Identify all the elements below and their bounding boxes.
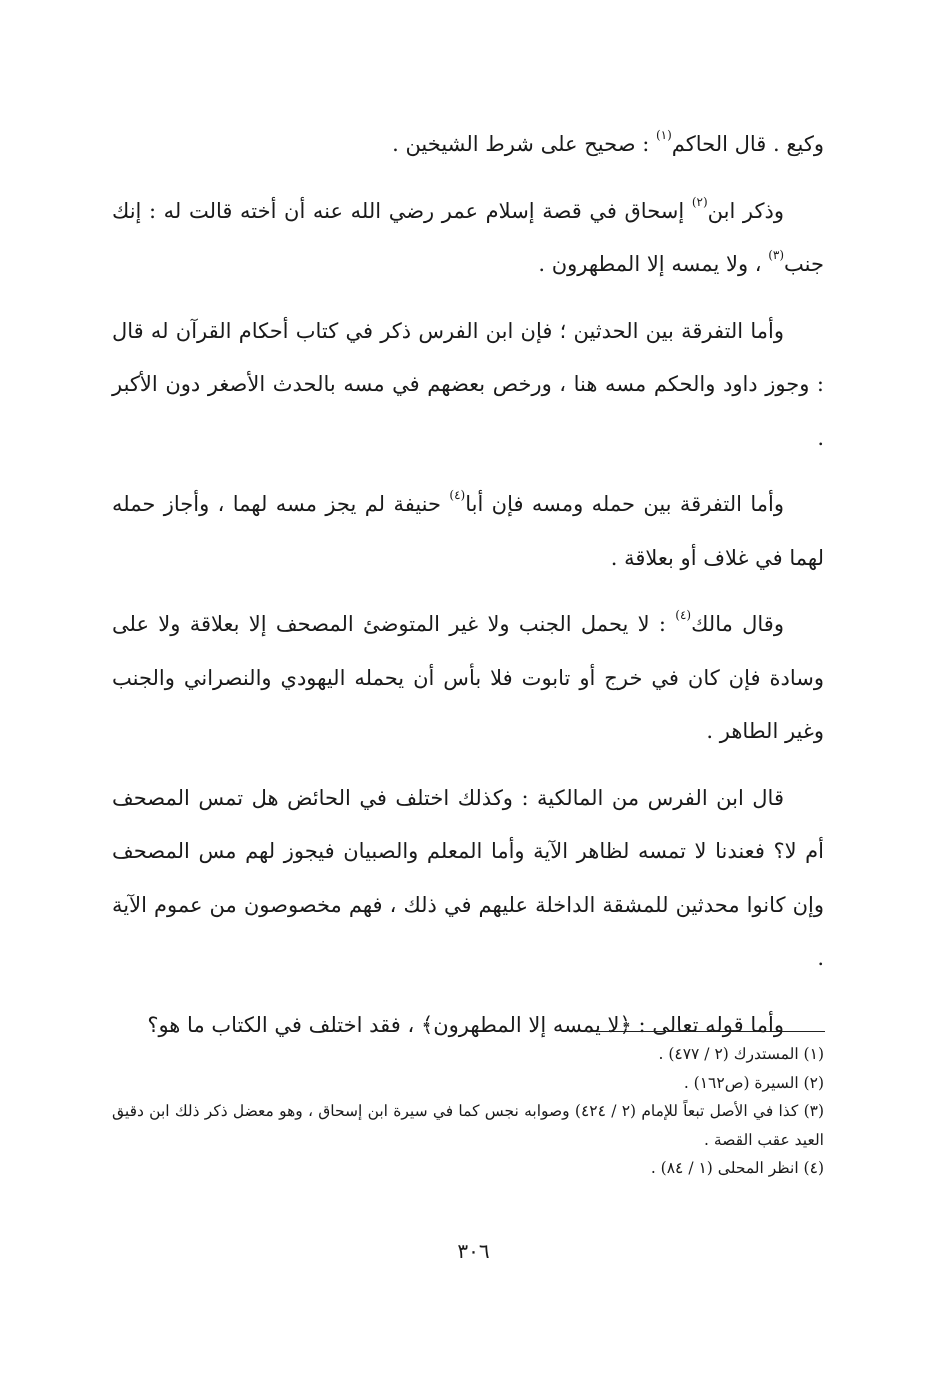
footnote-4: (٤) انظر المحلى (١ / ٨٤) .: [650, 1159, 824, 1177]
paragraph-text: حنيفة لم يجز مسه لهما ، وأجاز حمله لهما في غلاف أو بعلاقة .: [112, 492, 824, 570]
footnote-marker: (١): [655, 128, 672, 142]
paragraph-text: ، ولا يمسه إلا المطهرون .: [538, 252, 769, 276]
paragraph-6: [112, 772, 824, 986]
paragraph-3: [112, 305, 824, 466]
paragraph-text: قال ابن الفرس من المالكية : وكذلك اختلف في الحائض هل تمس المصحف أم لا؟ فعندنا لا تمسه لظاهر الآية وأما المعلم والصبيان فيجوز لهم مس المصحف وإن كانوا محدثين للمشقة الداخلة عليهم في ذلك ، فهم مخصوصون من عموم الآية .: [112, 785, 824, 970]
footnote-marker: (٤): [449, 488, 466, 502]
paragraph-text: وقال مالك: [691, 612, 784, 636]
paragraph-1: [112, 118, 824, 172]
paragraph-text: وأما التفرقة بين حمله ومسه فإن أبا: [465, 492, 784, 516]
main-text: [112, 118, 824, 1065]
paragraph-text: إسحاق في قصة إسلام عمر رضي الله عنه أن أخته قالت له : إنك جنب: [112, 198, 824, 276]
footnote-marker: (٤): [675, 608, 692, 622]
paragraph-text: : لا يحمل الجنب ولا غير المتوضئ المصحف إلا بعلاقة ولا على وسادة فإن كان في خرج أو تابوت فلا بأس أن يحمله اليهودي والنصراني والجنب وغير الطاهر .: [112, 612, 824, 743]
paragraph-text: : صحيح على شرط الشيخين .: [392, 132, 656, 156]
footnote-separator: [587, 1031, 825, 1032]
paragraph-text: وكيع . قال الحاكم: [671, 132, 824, 156]
paragraph-text: وأما قوله تعالى : ﴿لا يمسه إلا المطهرون﴾ ، فقد اختلف في الكتاب ما هو؟: [147, 1012, 784, 1037]
footnote-marker: (٣): [768, 248, 785, 262]
footnotes: [112, 1040, 824, 1183]
footnote-2: (٢) السيرة (ص١٦٢) .: [683, 1073, 824, 1092]
footnote-3: (٣) كذا في الأصل تبعاً للإمام (٢ / ٤٢٤) وصوابه نجس كما في سيرة ابن إسحاق ، وهو معضل ذكر ذلك ابن دقيق العيد عقب القصة .: [112, 1102, 825, 1149]
footnote-marker: (٢): [691, 194, 708, 209]
paragraph-text: وأما التفرقة بين الحدثين ؛ فإن ابن الفرس ذكر في كتاب أحكام القرآن له قال : وجوز داود والحكم مسه هنا ، ورخص بعضهم في مسه بالحدث الأصغر دون الأكبر .: [112, 318, 824, 450]
paragraph-2: [112, 185, 824, 292]
footnote-1: (١) المستدرك (٢ / ٤٧٧) .: [658, 1045, 824, 1063]
paragraph-text: وذكر ابن: [707, 198, 784, 223]
page-number: ٣٠٦: [457, 1239, 490, 1263]
paragraph-4: [112, 478, 824, 585]
paragraph-5: [112, 598, 824, 759]
